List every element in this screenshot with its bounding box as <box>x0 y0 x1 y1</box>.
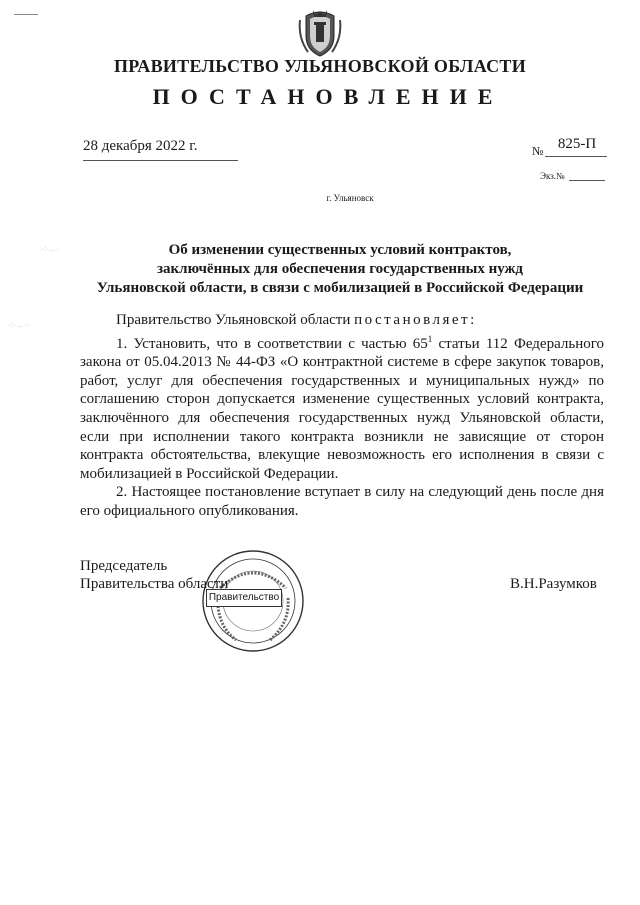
signatory-position-line-1: Председатель <box>80 558 168 574</box>
signatory-position-line-2: Правительства области <box>80 576 229 592</box>
paragraph-2: 2. Настоящее постановление вступает в силу на следующий день после дня его официального опубликования. <box>80 484 604 519</box>
heading-line: Об изменении существенных условий контрактов, <box>168 242 512 258</box>
number-underline <box>545 156 607 157</box>
intro-subject: Правительство Ульяновской области <box>116 312 351 328</box>
date-underline <box>83 160 238 161</box>
paragraph-1-rest: статьи 112 Федерального закона от 05.04.2013 № 44-ФЗ «О контрактной системе в сфере закупок товаров, работ, услуг для обеспечения государственных и муниципальных нужд» по соглашению сторон допускается изменение существенных условий контракта, заключённого для обеспечения государственных нужд Ульяновской области, если при исполнении такого контракта возникли не зависящие от сторон контракта обстоятельства, влекущие невозможность его исполнения в связи с мобилизацией в Российской Федерации. <box>80 335 605 482</box>
copy-number-underline <box>569 180 605 181</box>
document-type: ПОСТАНОВЛЕНИЕ <box>152 84 504 109</box>
city: г. Ульяновск <box>326 193 374 203</box>
heading-line: Ульяновской области, в связи с мобилизацией в Российской Федерации <box>96 280 584 296</box>
government-name: ПРАВИТЕЛЬСТВО УЛЬЯНОВСКОЙ ОБЛАСТИ <box>113 56 527 76</box>
document-number: 825-П <box>557 136 597 152</box>
paragraph-1-superscript: 1 <box>427 333 433 344</box>
seal-label: Правительство <box>206 589 282 607</box>
scan-smudge: ··:·…· <box>40 246 59 253</box>
document-heading <box>70 241 610 298</box>
corner-rule <box>14 14 38 15</box>
copy-number-label: Экз.№ <box>540 171 565 181</box>
intro-decree-word: постановляет: <box>354 312 477 328</box>
intro-paragraph <box>80 311 604 330</box>
paragraph-1-start: 1. Установить, что в соответствии с частью 65 <box>116 335 428 352</box>
document-date: 28 декабря 2022 г. <box>83 138 198 154</box>
scan-smudge: ·:··…·:· <box>8 322 31 329</box>
paragraph-1 <box>80 330 604 484</box>
coat-of-arms-icon <box>296 6 344 60</box>
signatory-name: В.Н.Разумков <box>510 576 597 592</box>
heading-line: заключённых для обеспечения государственных нужд <box>156 261 524 277</box>
document-body <box>80 311 604 521</box>
number-sign: № <box>532 144 544 158</box>
